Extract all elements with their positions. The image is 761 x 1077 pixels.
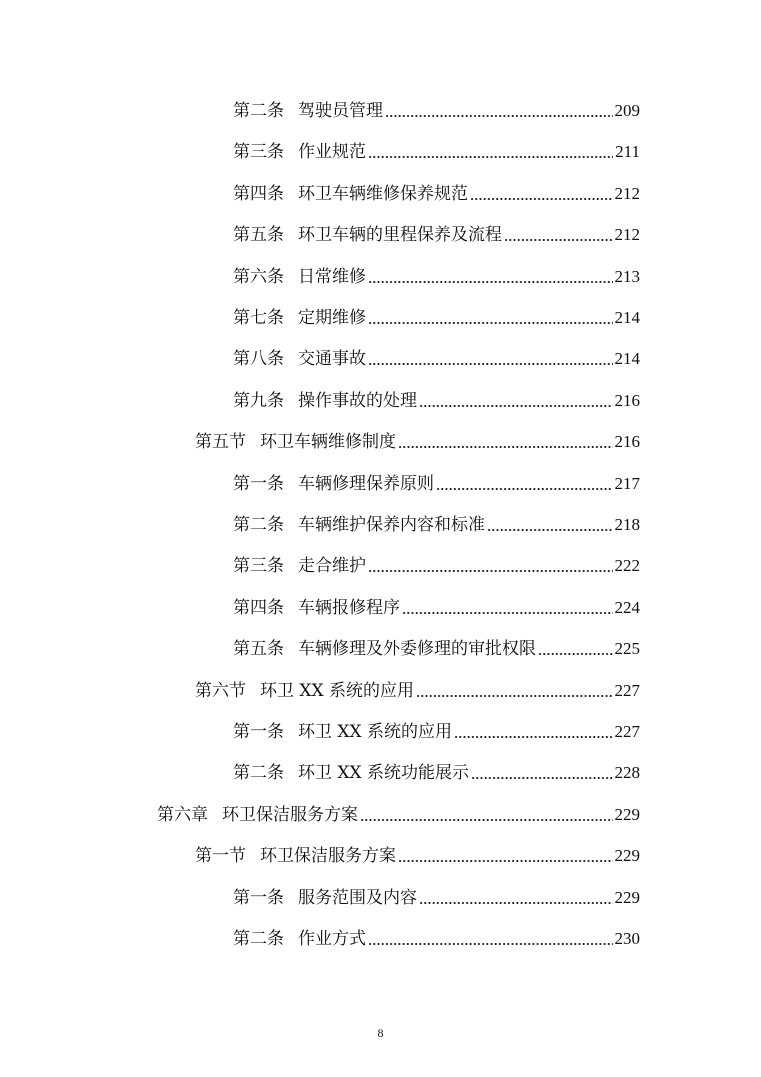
toc-entry-number: 第五条 (233, 225, 284, 245)
toc-entry-page: 229 (614, 805, 640, 824)
toc-entry-title: 环卫 XX 系统的应用 (260, 681, 415, 701)
toc-leader-dots (368, 280, 613, 284)
toc-leader-dots (416, 694, 612, 698)
toc-entry-title: 环卫保洁服务方案 (222, 805, 358, 825)
toc-entry[interactable] (195, 429, 640, 453)
toc-entry-page: 212 (614, 184, 640, 203)
toc-entry[interactable] (233, 512, 640, 536)
toc-entry-title: 环卫 XX 系统的应用 (298, 722, 453, 742)
toc-leader-dots (368, 321, 613, 325)
toc-entry-page: 222 (614, 556, 640, 575)
toc-entry-number: 第一条 (233, 474, 284, 494)
toc-leader-dots (471, 776, 612, 780)
toc-entry-page: 230 (614, 929, 640, 948)
toc-entry-number: 第九条 (233, 391, 284, 411)
toc-entry[interactable] (233, 636, 640, 660)
toc-entry-page: 214 (614, 349, 640, 368)
toc-entry-title: 车辆修理保养原则 (298, 474, 434, 494)
toc-entry-number: 第一条 (233, 888, 284, 908)
toc-entry-title: 服务范围及内容 (298, 888, 417, 908)
toc-leader-dots (385, 114, 613, 118)
toc-entry-page: 227 (614, 722, 640, 741)
toc-leader-dots (504, 238, 613, 242)
toc-entry-page: 214 (614, 308, 640, 327)
toc-entry[interactable] (233, 346, 640, 370)
toc-entry[interactable] (157, 802, 640, 826)
toc-entry-title: 交通事故 (298, 349, 366, 369)
toc-entry-title: 走合维护 (298, 556, 366, 576)
toc-entry-number: 第六条 (233, 267, 284, 287)
toc-entry-page: 229 (614, 846, 640, 865)
toc-entry-title: 车辆报修程序 (298, 598, 400, 618)
toc-entry-title: 作业规范 (298, 142, 366, 162)
toc-entry-number: 第三条 (233, 556, 284, 576)
toc-leader-dots (398, 859, 613, 863)
toc-entry-number: 第四条 (233, 598, 284, 618)
toc-entry-number: 第二条 (233, 515, 284, 535)
toc-entry-title: 驾驶员管理 (298, 101, 383, 121)
toc-entry-number: 第一条 (233, 722, 284, 742)
toc-entry[interactable] (195, 843, 640, 867)
toc-entry-number: 第一节 (195, 846, 246, 866)
toc-entry-number: 第七条 (233, 308, 284, 328)
toc-entry[interactable] (233, 885, 640, 909)
toc-entry-title: 环卫车辆的里程保养及流程 (298, 225, 502, 245)
toc-leader-dots (538, 652, 613, 656)
toc-entry[interactable] (233, 181, 640, 205)
toc-entry[interactable] (233, 719, 640, 743)
toc-leader-dots (419, 404, 613, 408)
toc-entry-number: 第五条 (233, 639, 284, 659)
toc-entry[interactable] (233, 305, 640, 329)
toc-leader-dots (436, 487, 613, 491)
toc-entry-number: 第二条 (233, 929, 284, 949)
toc-entry-title: 环卫车辆维修制度 (260, 432, 396, 452)
toc-entry-number: 第六章 (157, 805, 208, 825)
toc-entry[interactable] (233, 553, 640, 577)
toc-entry-number: 第四条 (233, 184, 284, 204)
toc-leader-dots (470, 197, 613, 201)
toc-entry-title: 作业方式 (298, 929, 366, 949)
toc-entry[interactable] (233, 926, 640, 950)
toc-leader-dots (368, 155, 613, 159)
toc-entry[interactable] (233, 139, 640, 163)
toc-entry-title: 操作事故的处理 (298, 391, 417, 411)
toc-entry[interactable] (233, 222, 640, 246)
toc-entry[interactable] (233, 760, 640, 784)
toc-entry-page: 227 (614, 681, 640, 700)
toc-entry-page: 212 (614, 225, 640, 244)
toc-entry-page: 225 (614, 639, 640, 658)
toc-entry[interactable] (233, 264, 640, 288)
toc-entry-page: 217 (614, 474, 640, 493)
toc-entry-title: 定期维修 (298, 308, 366, 328)
toc-entry-number: 第三条 (233, 142, 284, 162)
toc-entry-number: 第八条 (233, 349, 284, 369)
toc-leader-dots (360, 818, 613, 822)
toc-entry-title: 车辆维护保养内容和标准 (298, 515, 485, 535)
toc-entry-number: 第六节 (195, 681, 246, 701)
toc-entry-page: 229 (614, 888, 640, 907)
toc-entry-page: 218 (614, 515, 640, 534)
toc-entry-page: 228 (614, 763, 640, 782)
toc-leader-dots (419, 901, 613, 905)
toc-entry[interactable] (233, 98, 640, 122)
toc-entry-number: 第二条 (233, 101, 284, 121)
toc-entry-title: 日常维修 (298, 267, 366, 287)
toc-leader-dots (368, 362, 613, 366)
toc-entry-page: 211 (615, 142, 640, 161)
toc-entry-number: 第五节 (195, 432, 246, 452)
toc-leader-dots (402, 611, 613, 615)
toc-entry-page: 224 (614, 598, 640, 617)
toc-entry-title: 环卫保洁服务方案 (260, 846, 396, 866)
toc-entry-title: 环卫 XX 系统功能展示 (298, 763, 470, 783)
toc-leader-dots (368, 569, 613, 573)
page-number: 8 (377, 1026, 384, 1040)
toc-entry-page: 213 (614, 267, 640, 286)
toc-entry-title: 车辆修理及外委修理的审批权限 (298, 639, 536, 659)
toc-entry[interactable] (233, 471, 640, 495)
toc-leader-dots (487, 528, 613, 532)
toc-entry-title: 环卫车辆维修保养规范 (298, 184, 468, 204)
toc-entry-page: 216 (614, 391, 640, 410)
toc-entry-number: 第二条 (233, 763, 284, 783)
toc-entry[interactable] (195, 678, 640, 702)
toc-leader-dots (368, 942, 613, 946)
toc-entry[interactable] (233, 388, 640, 412)
toc-entry-page: 216 (614, 432, 640, 451)
toc-leader-dots (398, 445, 613, 449)
toc-entry[interactable] (233, 595, 640, 619)
toc-entry-page: 209 (614, 101, 640, 120)
toc-leader-dots (454, 735, 612, 739)
